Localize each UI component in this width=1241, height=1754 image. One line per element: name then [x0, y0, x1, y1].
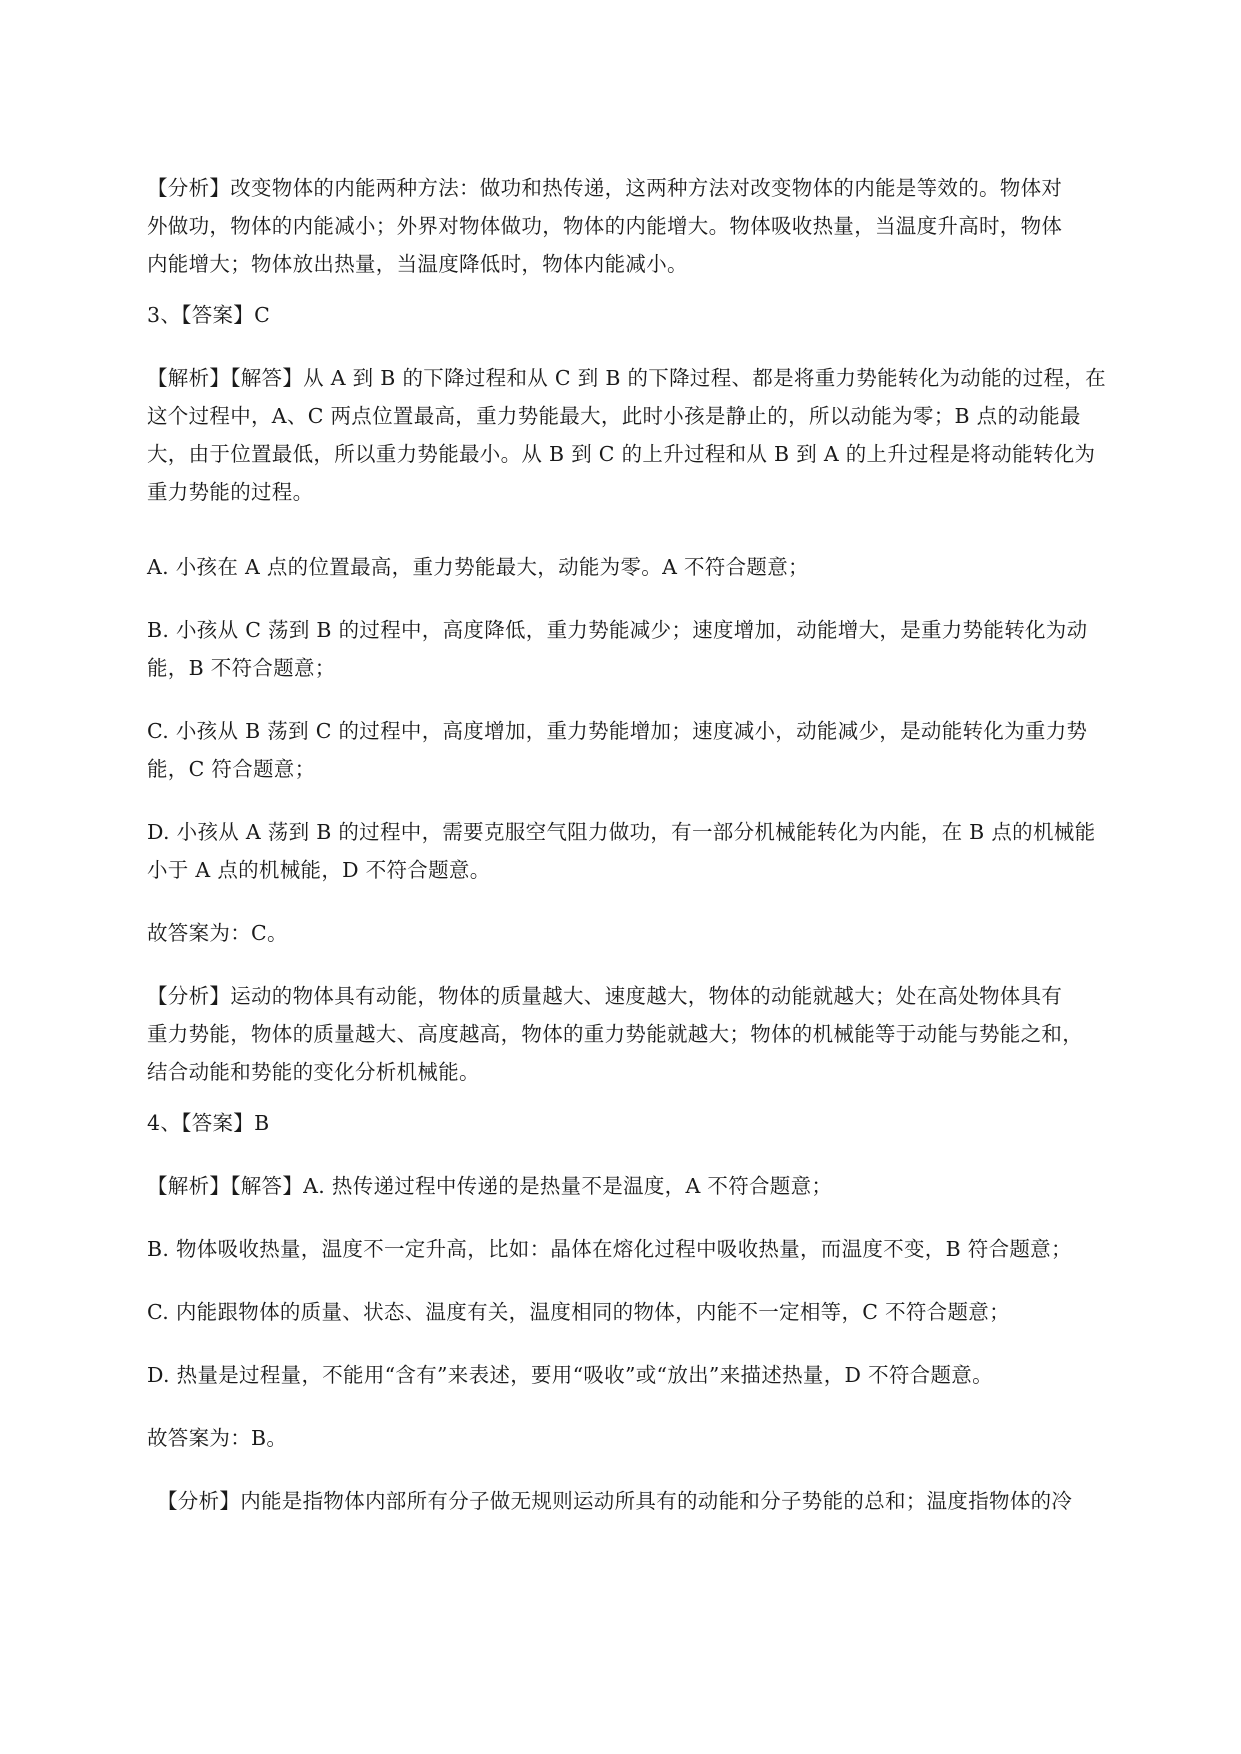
text-line: 结合动能和势能的变化分析机械能。 [147, 1060, 480, 1084]
text-line: 能，B 不符合题意； [147, 656, 336, 680]
text-line: 故答案为：B。 [147, 1426, 288, 1450]
answer-heading-q4 [147, 1104, 1147, 1142]
final-answer-q3 [147, 914, 1147, 952]
text-line: A. 小孩在 A 点的位置最高，重力势能最大，动能为零。A 不符合题意； [147, 555, 809, 579]
text-line: D. 热量是过程量，不能用“含有”来表述，要用“吸收”或“放出”来描述热量，D 不符合题意。 [147, 1363, 993, 1387]
text-line: 3、【答案】C [147, 303, 271, 327]
text-line: 小于 A 点的机械能，D 不符合题意。 [147, 858, 491, 882]
text-line: C. 小孩从 B 荡到 C 的过程中，高度增加，重力势能增加；速度减小，动能减少，是动能转化为重力势 [147, 719, 1088, 743]
text-line: 【解析】【解答】从 A 到 B 的下降过程和从 C 到 B 的下降过程、都是将重力势能转化为动能的过程，在 [147, 366, 1106, 390]
text-line: 4、【答案】B [147, 1111, 270, 1135]
text-line: B. 小孩从 C 荡到 B 的过程中，高度降低，重力势能减少；速度增加，动能增大，是重力势能转化为动 [147, 618, 1088, 642]
paragraph-analysis-q2 [147, 169, 1147, 283]
option-a-q3 [147, 548, 1147, 586]
final-answer-q4 [147, 1419, 1147, 1457]
text-line: 大，由于位置最低，所以重力势能最小。从 B 到 C 的上升过程和从 B 到 A 的上升过程是将动能转化为 [147, 442, 1096, 466]
text-line: 外做功，物体的内能减小；外界对物体做功，物体的内能增大。物体吸收热量，当温度升高时，物体 [147, 214, 1063, 238]
text-line: 这个过程中，A、C 两点位置最高，重力势能最大，此时小孩是静止的，所以动能为零；B 点的动能最 [147, 404, 1081, 428]
text-line: 能，C 符合题意； [147, 757, 316, 781]
text-line: 故答案为：C。 [147, 921, 288, 945]
option-d-q4 [147, 1356, 1147, 1394]
text-line: 【分析】改变物体的内能两种方法：做功和热传递，这两种方法对改变物体的内能是等效的。物体对 [147, 176, 1063, 200]
text-line: 重力势能，物体的质量越大、高度越高，物体的重力势能就越大；物体的机械能等于动能与势能之和， [147, 1022, 1083, 1046]
option-b-q4 [147, 1230, 1147, 1268]
paragraph-analysis-q4 [157, 1482, 1157, 1520]
answer-heading-q3 [147, 296, 1147, 334]
text-line: D. 小孩从 A 荡到 B 的过程中，需要克服空气阻力做功，有一部分机械能转化为内能，在 B 点的机械能 [147, 820, 1096, 844]
option-c-q4 [147, 1293, 1147, 1331]
text-line: 内能增大；物体放出热量，当温度降低时，物体内能减小。 [147, 252, 688, 276]
option-d-q3 [147, 813, 1147, 889]
text-line: 【解析】【解答】A. 热传递过程中传递的是热量不是温度，A 不符合题意； [147, 1174, 833, 1198]
paragraph-explanation-q3 [147, 359, 1147, 511]
text-line: 重力势能的过程。 [147, 480, 314, 504]
paragraph-analysis-q3 [147, 977, 1147, 1091]
option-b-q3 [147, 611, 1147, 687]
text-line: C. 内能跟物体的质量、状态、温度有关，温度相同的物体，内能不一定相等，C 不符合题意； [147, 1300, 1010, 1324]
text-line: B. 物体吸收热量，温度不一定升高，比如：晶体在熔化过程中吸收热量，而温度不变，B 符合题意； [147, 1237, 1072, 1261]
text-line: 【分析】运动的物体具有动能，物体的质量越大、速度越大，物体的动能就越大；处在高处物体具有 [147, 984, 1063, 1008]
option-c-q3 [147, 712, 1147, 788]
text-line: 【分析】内能是指物体内部所有分子做无规则运动所具有的动能和分子势能的总和；温度指物体的冷 [157, 1489, 1073, 1513]
paragraph-explanation-q4 [147, 1167, 1147, 1205]
